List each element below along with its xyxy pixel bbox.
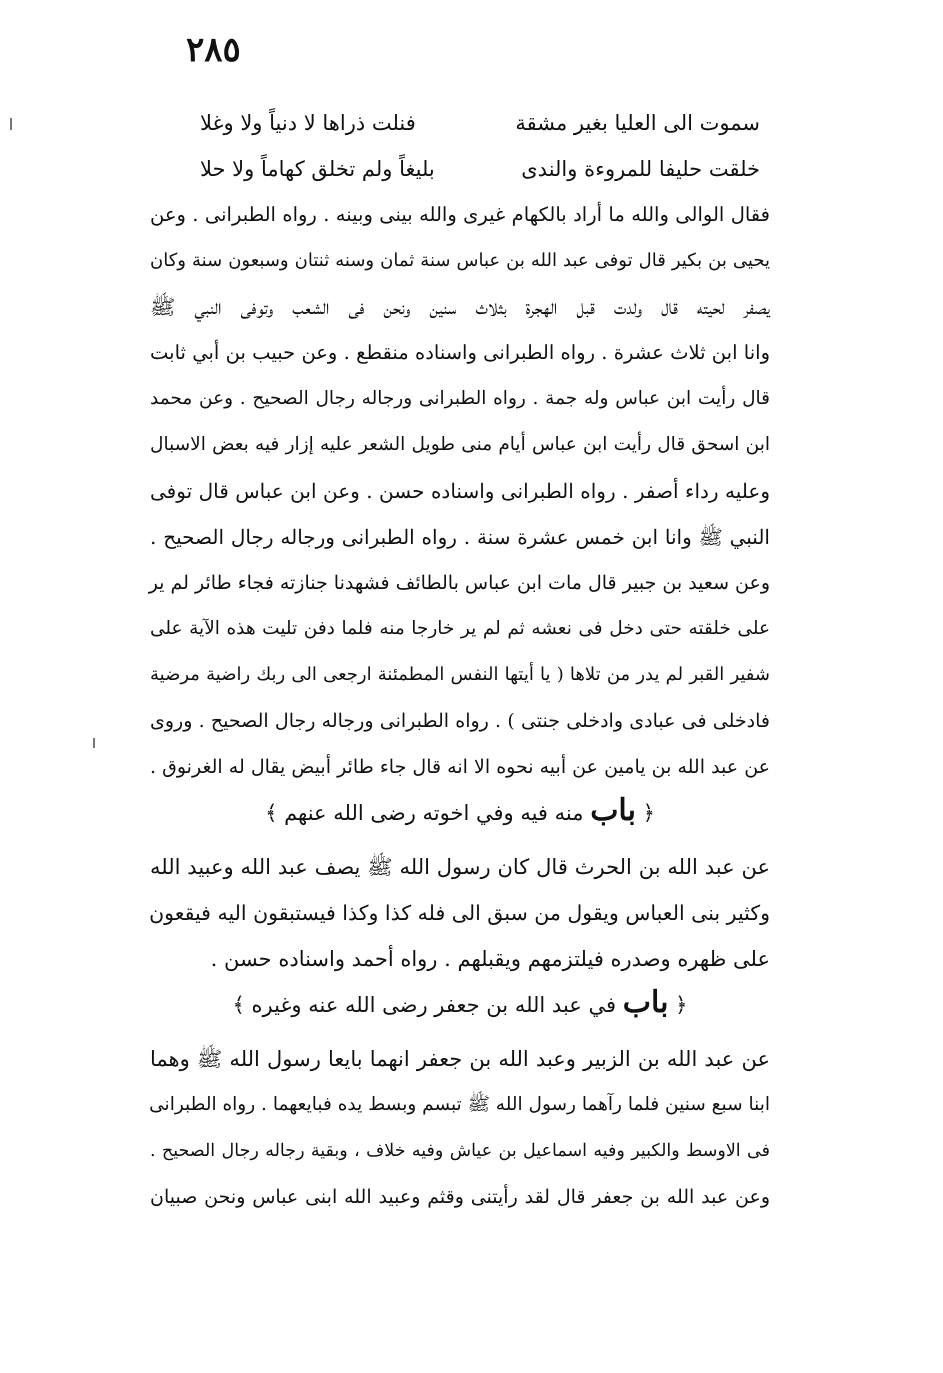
text-line: عن عبد الله بن الحرث قال كان رسول الله ﷺ يصف عبد الله وعبيد الله	[150, 855, 770, 879]
chapter-heading	[150, 788, 770, 836]
heading-bracket-close: ﴾	[232, 993, 245, 1017]
text-line: وعن عبد الله بن جعفر قال لقد رأيتنى وقثم وعبيد الله ابنى عباس ونحن صبيان	[150, 1186, 770, 1208]
heading-bracket-open: ﴿	[675, 993, 688, 1017]
poem-verses	[200, 100, 760, 192]
text-line: عن عبد الله بن يامين عن أبيه نحوه الا انه قال جاء طائر أبيض يقال له الغرنوق .	[150, 756, 770, 778]
heading-bracket-open: ﴿	[642, 801, 655, 825]
heading-title: منه فيه وفي اخوته رضى الله عنهم	[284, 801, 584, 825]
heading-title: في عبد الله بن جعفر رضى الله عنه وغيره	[251, 993, 617, 1017]
verse-second-hemistich: بليغاً ولم تخلق كهاماً ولا حلا	[200, 157, 435, 181]
text-line: يحيى بن بكير قال توفى عبد الله بن عباس سنة ثمان وسنه ثنتان وسبعون سنة وكان	[150, 250, 770, 271]
verse-first-hemistich: سموت الى العليا بغير مشقة	[515, 111, 760, 135]
scan-speck	[93, 738, 95, 748]
text-line: وعليه رداء أصفر . رواه الطبرانى واسناده حسن . وعن ابن عباس قال توفى	[150, 479, 770, 503]
verse-second-hemistich: فنلت ذراها لا دنياً ولا وغلا	[200, 111, 416, 135]
text-line: وانا ابن ثلاث عشرة . رواه الطبرانى واسناده منقطع . وعن حبيب بن أبي ثابت	[150, 341, 770, 364]
text-line: على ظهره وصدره فيلتزمهم ويقبلهم . رواه أحمد واسناده حسن .	[210, 947, 770, 971]
text-line: ابن اسحق قال رأيت ابن عباس أيام منى طويل الشعر عليه إزار فيه بعض الاسبال	[150, 434, 770, 455]
paragraph-ibn-abbas	[150, 192, 770, 790]
text-line: فى الاوسط والكبير وفيه اسماعيل بن عياش وفيه خلاف ، وبقية رجاله رجال الصحيح .	[150, 1141, 770, 1161]
text-line: ابنا سبع سنين فلما رآهما رسول الله ﷺ تبسم وبسط يده فبايعهما . رواه الطبرانى	[149, 1094, 770, 1115]
paragraph-abbas-sons	[150, 844, 770, 982]
text-line: يصفر لحيته قال ولدت قبل الهجرة بثلاث سنين ونحن فى الشعب وتوفى النبي ﷺ	[150, 295, 770, 319]
poem-verse	[200, 100, 760, 146]
text-line: وكثير بنى العباس ويقول من سبق الى فله كذا وكذا فيستبقون اليه فيقعون	[149, 901, 770, 925]
text-line: فادخلى فى عبادى وادخلى جنتى ) . رواه الطبرانى ورجاله رجال الصحيح . وروى	[150, 710, 770, 732]
text-line: فقال الوالى والله ما أراد بالكهام غيرى والله بينى وبينه . رواه الطبرانى . وعن	[150, 203, 770, 226]
scan-speck	[10, 118, 12, 130]
poem-verse	[200, 146, 760, 192]
text-line: النبي ﷺ وانا ابن خمس عشرة سنة . رواه الطبرانى ورجاله رجال الصحيح .	[150, 525, 770, 549]
text-line: شفير القبر لم يدر من تلاها ( يا أيتها النفس المطمئنة ارجعى الى ربك راضية مرضية	[150, 664, 770, 685]
text-line: وعن سعيد بن جبير قال مات ابن عباس بالطائف فشهدنا جنازته فجاء طائر لم ير	[148, 572, 770, 594]
text-line: قال رأيت ابن عباس وله جمة . رواه الطبرانى ورجاله رجال الصحيح . وعن محمد	[150, 388, 770, 409]
paragraph-abdullah-bin-jafar	[150, 1036, 770, 1220]
heading-bab: باب	[622, 985, 669, 1020]
heading-bracket-close: ﴾	[265, 801, 278, 825]
text-line: عن عبد الله بن الزبير وعبد الله بن جعفر انهما بايعا رسول الله ﷺ وهما	[150, 1047, 770, 1071]
page-number: ٢٨٥	[186, 30, 241, 70]
verse-first-hemistich: خلقت حليفا للمروءة والندى	[521, 157, 760, 181]
heading-bab: باب	[590, 793, 636, 828]
chapter-heading	[150, 980, 770, 1028]
text-line: على خلقته حتى دخل فى نعشه ثم لم ير خارجا منه فلما دفن تليت هذه الآية على	[150, 618, 770, 639]
